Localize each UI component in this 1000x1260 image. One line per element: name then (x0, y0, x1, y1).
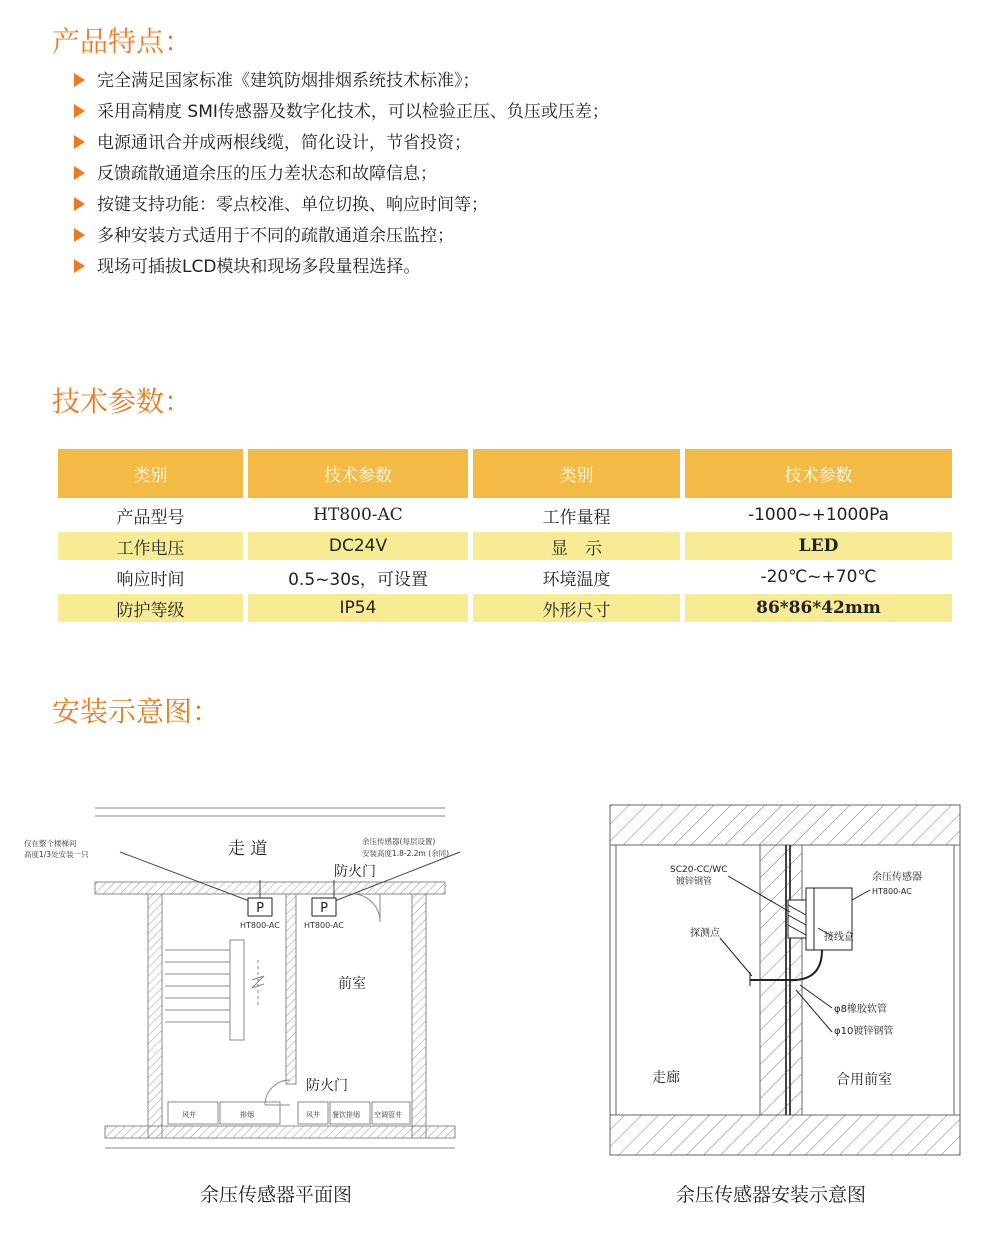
feature-item: 完全满足国家标准《建筑防烟排烟系统技术标准》； (74, 66, 609, 97)
spec-value: -20℃~+70℃ (685, 563, 952, 591)
shaft-label: 风井 (182, 1111, 196, 1119)
corridor-label: 走廊 (652, 1070, 680, 1086)
triangle-bullet-icon (74, 259, 85, 273)
header-parameter: 技术参数 (248, 449, 468, 498)
installation-detail-diagram (600, 800, 970, 1160)
shaft-label: 空调管井 (374, 1111, 402, 1119)
spec-value: IP54 (248, 594, 468, 622)
corridor-label: 走 道 (228, 839, 268, 859)
shaft-label: 风井 (306, 1111, 320, 1119)
specs-row (58, 501, 952, 529)
staircase (165, 940, 244, 1040)
feature-list (74, 66, 609, 283)
fire-door-label: 防火门 (334, 864, 376, 880)
sensor-label: 余压传感器 (872, 872, 922, 883)
floor-slab (610, 1115, 960, 1155)
header-parameter: 技术参数 (685, 449, 952, 498)
anteroom-label: 合用前室 (836, 1072, 892, 1088)
spec-label: 响应时间 (58, 563, 243, 591)
spec-value: 86*86*42mm (685, 594, 952, 622)
pipe-desc-label: 镀锌钢管 (676, 877, 713, 887)
anteroom-label: 前室 (338, 976, 366, 992)
spec-label: 外形尺寸 (473, 594, 680, 622)
floor-plan-diagram (20, 790, 470, 1170)
feature-item: 采用高精度 SMI传感器及数字化技术，可以检验正压、负压或压差； (74, 97, 609, 128)
hose-label: φ8橡胶软管 (834, 1004, 887, 1015)
sensor-symbol: P (256, 901, 264, 916)
spec-label: 环境温度 (473, 563, 680, 591)
triangle-bullet-icon (74, 104, 85, 118)
specs-title: 技术参数： (52, 385, 193, 418)
triangle-bullet-icon (74, 228, 85, 242)
plan-caption: 余压传感器平面图 (200, 1184, 353, 1206)
header-category: 类别 (58, 449, 243, 498)
spec-label: 工作量程 (473, 501, 680, 529)
triangle-bullet-icon (74, 197, 85, 211)
sensor-symbol: P (320, 901, 328, 916)
specs-table (53, 446, 957, 625)
triangle-bullet-icon (74, 135, 85, 149)
note-right: 安装高度1.8-2.2m (余同) (362, 849, 450, 858)
junction-box-label: 接线盒 (824, 932, 854, 943)
spec-label: 产品型号 (58, 501, 243, 529)
fire-door-label: 防火门 (306, 1078, 348, 1094)
specs-header-row (58, 449, 952, 498)
feature-item: 电源通讯合并成两根线缆，简化设计，节省投资； (74, 128, 609, 159)
triangle-bullet-icon (74, 73, 85, 87)
triangle-bullet-icon (74, 166, 85, 180)
specs-row (58, 532, 952, 560)
features-title: 产品特点： (52, 25, 193, 58)
shaft-label: 排烟 (240, 1111, 254, 1119)
note-left: 高度1/3处安装一只 (24, 850, 89, 859)
sensor-model: HT800-AC (240, 921, 280, 930)
pipe-label: SC20-CC/WC (670, 865, 728, 875)
spec-label: 工作电压 (58, 532, 243, 560)
note-right: 余压传感器(每层设置) (362, 837, 436, 846)
probe-label: 探测点 (690, 928, 720, 939)
spec-label: 防护等级 (58, 594, 243, 622)
spec-value: HT800-AC (248, 501, 468, 529)
sensor-model: HT800-AC (872, 887, 912, 896)
spec-value: DC24V (248, 532, 468, 560)
wall (95, 882, 445, 894)
shaft-label: 餐饮排烟 (332, 1111, 360, 1119)
ceiling-slab (610, 805, 960, 845)
steel-pipe-label: φ10镀锌钢管 (834, 1026, 894, 1037)
specs-row (58, 563, 952, 591)
spec-value: 0.5~30s，可设置 (248, 563, 468, 591)
junction-box (788, 900, 806, 938)
header-category: 类别 (473, 449, 680, 498)
install-title: 安装示意图： (52, 695, 221, 728)
specs-row (58, 594, 952, 622)
feature-item: 多种安装方式适用于不同的疏散通道余压监控； (74, 221, 609, 252)
feature-item: 现场可插拔LCD模块和现场多段量程选择。 (74, 252, 609, 283)
feature-item: 反馈疏散通道余压的压力差状态和故障信息； (74, 159, 609, 190)
note-left: 仅在整个楼梯间 (24, 839, 77, 848)
sensor-model: HT800-AC (304, 921, 344, 930)
detail-caption: 余压传感器安装示意图 (676, 1184, 867, 1206)
feature-item: 按键支持功能：零点校准、单位切换、响应时间等； (74, 190, 609, 221)
spec-label: 显 示 (473, 532, 680, 560)
spec-value: LED (685, 532, 952, 560)
spec-value: -1000~+1000Pa (685, 501, 952, 529)
